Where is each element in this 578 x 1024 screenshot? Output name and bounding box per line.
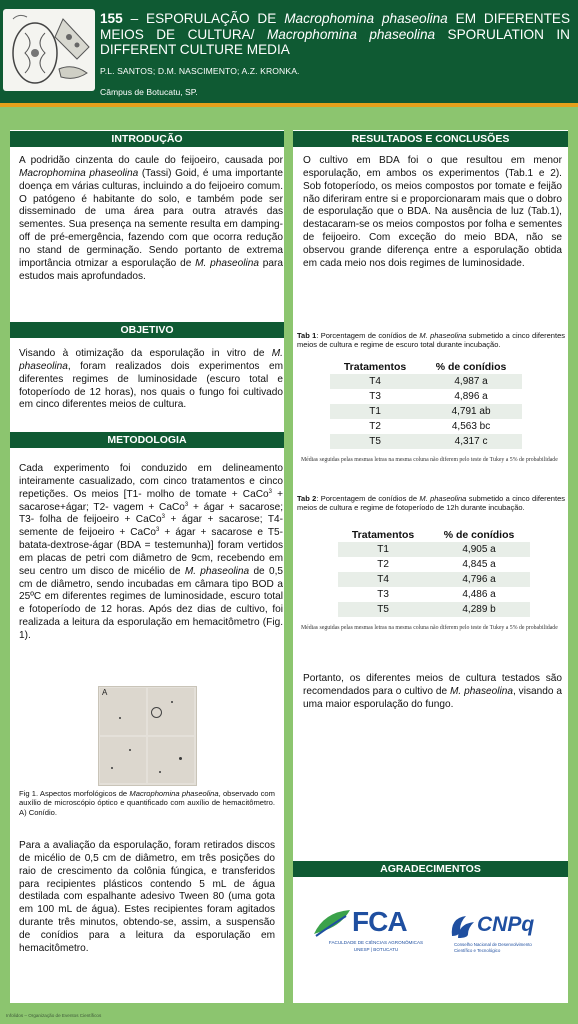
table1-header: % de conídios — [435, 360, 507, 373]
methods-text-2: Para a avaliação da esporulação, foram retirados discos de micélio de 0,5 cm de diâmetro, em três posições do raio de crescimento da colônia fúngica, e transferidos para recipientes plásticos contendo 5 mL de água destilada com espalhante adesivo Tween 80 (uma gota em 100 mL de água). Estes recipientes foram agitados durante três minutos, obtendo-se, assim, a suspensão de conídios para a leitura da esporulação em hemacitômetro. — [19, 840, 275, 954]
thanks-heading: AGRADECIMENTOS — [293, 861, 568, 877]
table-row: T1 4,905 a — [338, 542, 530, 557]
poster-campus: Câmpus de Botucatu, SP. — [100, 87, 198, 97]
fca-leaf-icon — [312, 908, 352, 938]
cnpq-wordmark: CNPq — [477, 913, 535, 936]
micrograph-cell — [148, 737, 194, 783]
table-row: T5 4,289 b — [338, 602, 530, 617]
figure-letter: A — [102, 688, 108, 697]
table-row: T3 4,486 a — [377, 589, 496, 600]
figure-caption: Fig 1. Aspectos morfológicos de Macrophomina phaseolina, observado com auxílio de microscópio óptico e quantificado com auxílio de hemacitômetro. A) Conídio. — [19, 789, 275, 817]
particle — [129, 749, 131, 751]
micrograph-figure — [98, 686, 197, 786]
table-row: T4 4,987 a — [330, 374, 522, 389]
particle — [159, 771, 161, 773]
cnpq-subtitle-2: Científico e Tecnológico — [454, 948, 501, 953]
table2-header-row — [338, 527, 530, 542]
cnpq-subtitle: Conselho Nacional de Desenvolvimento — [454, 942, 532, 947]
table1 — [330, 359, 522, 449]
table-row: T1 4,791 ab — [330, 404, 522, 419]
table1-note: Médias seguidas pelas mesmas letras na mesma coluna não diferem pelo teste de Tukey a 5% de probabilidade — [301, 457, 558, 463]
fca-subtitle: FACULDADE DE CIÊNCIAS AGRONÔMICAS — [328, 940, 424, 945]
table2 — [338, 527, 530, 617]
table2-header: % de conídios — [443, 528, 515, 541]
intro-heading: INTRODUÇÃO — [10, 131, 284, 147]
particle — [111, 767, 113, 769]
table-row: T4 4,796 a — [338, 572, 530, 587]
fungus-illustration — [3, 9, 95, 91]
methods-text-1: Cada experimento foi conduzido em delineamento inteiramente casualizado, com cinco tratamentos e cinco repetições. Os meios [T1- molho de tomate + CaCo$^3$ + sacarose+ágar; T2- vagem + CaCo$^3$ + ágar + sacarose; T3- folha de feijoeiro + CaCo$^3$ + ágar + sacarose; T4- semente de feijoeiro + CaCo$^3$ + ágar + sacarose e T5- batata-dextrose-ágar (BDA = testemunha)] foram vertidos em placas de petri com diâmetro de 9cm, recebendo em seu centro um disco de micélio de M. phaseolina de 0,5 cm de diâmetro, sendo incubadas em câmara tipo BOD a 25ºC em diferentes regimes de luminosidade, escuro total e fotoperíodo de 12 horas. Após dez dias de cultivo, foi realizada a leitura da esporulação em hemacitômetro (Fig. 1). — [19, 463, 283, 641]
cnpq-logo — [448, 910, 548, 956]
methods-heading: METODOLOGIA — [10, 432, 284, 448]
objective-heading: OBJETIVO — [10, 322, 284, 338]
table-row: T2 4,845 a — [377, 559, 496, 570]
results-heading: RESULTADOS E CONCLUSÕES — [293, 131, 568, 147]
poster-authors: P.L. SANTOS; D.M. NASCIMENTO; A.Z. KRONKA. — [100, 66, 300, 76]
table1-caption: Tab 1: Porcentagem de conídios de M. phaseolina submetido a cinco diferentes meios de cultura e regime de escuro total durante incubação. — [297, 331, 565, 349]
table-row: T2 4,563 bc — [369, 421, 491, 432]
poster-title: 155 – ESPORULAÇÃO DE Macrophomina phaseolina EM DIFERENTES MEIOS DE CULTURA/ Macrophomina phaseolina SPORULATION IN DIFFERENT CULTURE MEDIA — [100, 11, 571, 58]
micrograph-cell — [100, 737, 146, 783]
fca-logo — [312, 906, 432, 956]
table1-header: Tratamentos — [343, 360, 407, 373]
objective-text: Visando à otimização da esporulação in vitro de M. phaseolina, foram realizados dois experimentos em diferentes regimes de luminosidade (escuro total e fotoperíodo de 12 horas), nos quais o fungo foi cultivado em cinco diferentes meios de cultura. — [19, 348, 283, 411]
cnpq-emblem-icon — [448, 912, 478, 942]
table1-header-row — [330, 359, 522, 374]
table2-note: Médias seguidas pelas mesmas letras na mesma coluna não diferem pelo teste de Tukey a 5% de probabilidade — [301, 625, 558, 631]
fungus-illustration-icon — [3, 9, 95, 91]
particle — [179, 757, 182, 760]
table2-caption: Tab 2: Porcentagem de conídios de M. phaseolina submetido a cinco diferentes meios de cultura e regime de fotoperíodo de 12h durante incubação. — [297, 494, 565, 512]
particle — [171, 701, 173, 703]
results-text-2: Portanto, os diferentes meios de cultura testados são recomendados para o cultivo de M. phaseolina, visando a uma maior esporulação do fungo. — [303, 673, 562, 710]
particle — [119, 717, 121, 719]
footer-text: Infolidos – Organização de Eventos Científicos — [6, 1013, 102, 1018]
fca-subtitle-2: UNESP | BOTUCATU — [353, 947, 399, 952]
conidium-marker — [151, 707, 162, 718]
table-row: T3 4,896 a — [369, 391, 488, 402]
table-row: T5 4,317 c — [330, 434, 522, 449]
table2-header: Tratamentos — [351, 528, 415, 541]
poster-footer — [0, 1010, 578, 1024]
fca-wordmark: FCA — [352, 906, 407, 937]
poster-header — [0, 0, 578, 103]
results-text-1: O cultivo em BDA foi o que resultou em menor esporulação, em ambos os experimentos (Tab.1 e 2). Sob fotoperíodo, os meios compostos por tomate e feijão não diferiram entre si e proporcionaram mais que o dobro de esporulação que o BDA. Na ausência de luz (Tab.1), destacaram-se os meios compostos por folha e sementes de feijoeiro. Com exceção do meio BDA, não se observou grande diferença entre a esporulação obtida em cada meio nos dois regimes de luminosidade. — [303, 155, 562, 269]
intro-text: A podridão cinzenta do caule do feijoeiro, causada por Macrophomina phaseolina (Tassi) Goid, é uma importante doença em várias culturas, incluindo a do feijoeiro comum. O patógeno é habitante do solo, e também pode ser disseminado de uma área para outra através das sementes. Sua presença na semente resulta em damping-off de pré-emergência, fazendo com que ocorra redução no stand de germinação. Sendo portanto de extrema importância otmizar a esporulação de M. phaseolina para estudos mais aprofundados. — [19, 155, 283, 282]
